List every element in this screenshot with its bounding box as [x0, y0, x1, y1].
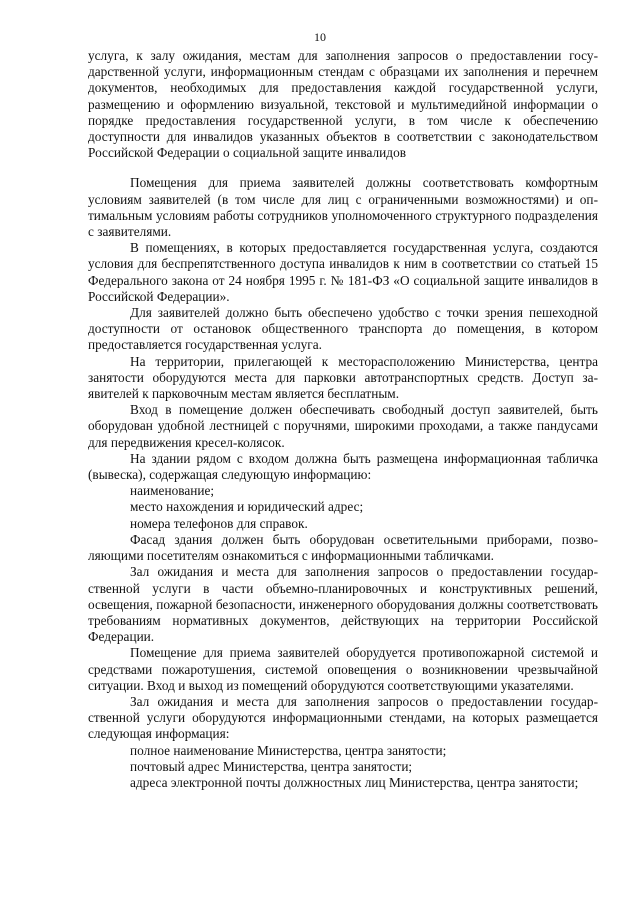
- paragraph-parking: На территории, прилегающей к месторасположению Министерства, центра занятости оборудуются места для парковки автотранспортных средств. Доступ заявителей к парковочным местам является бесплатным.: [88, 353, 598, 402]
- list-item-name: наименование;: [130, 483, 215, 499]
- paragraph-waiting-hall-requirements: Зал ожидания и места для заполнения запросов о предоставлении государственной услуги в части объемно-планировочных и конструктивных решений, освещения, пожарной безопасности, инженерного оборудования должны соответствовать требованиям нормативных документов, действующих на территории Российской Федерации.: [88, 564, 598, 645]
- list-item-email-addresses: адреса электронной почты должностных лиц Министерства, центра занятости;: [130, 774, 579, 790]
- paragraph-disabled-access: В помещениях, в которых предоставляется государственная услуга, создаются условия для беспрепятственного доступа инвалидов к ним в соответствии со статьей 15 Федерального закона от 24 ноября 1995 г. № 181-ФЗ «О социальной защите инвалидов в Российской Федерации».: [88, 240, 598, 304]
- list-item-phones: номера телефонов для справок.: [130, 515, 308, 531]
- page-number: 10: [314, 30, 326, 44]
- document-body: [88, 48, 598, 791]
- paragraph-fire-safety: Помещение для приема заявителей оборудуется противопожарной системой и средствами пожаротушения, системой оповещения о возникновении чрезвычайной ситуации. Вход и выход из помещений оборудуются соответствующими указателями.: [88, 645, 598, 693]
- paragraph-pedestrian-access: Для заявителей должно быть обеспечено удобство с точки зрения пешеходной доступности от остановок общественного транспорта до помещения, в котором предоставляется государственная услуга.: [88, 305, 598, 353]
- list-item-postal-address: почтовый адрес Министерства, центра занятости;: [130, 758, 413, 774]
- paragraph-entrance: Вход в помещение должен обеспечивать свободный доступ заявителей, быть оборудован удобной лестницей с поручнями, широкими проходами, а также пандусами для передвижения кресел-колясок.: [88, 402, 598, 450]
- paragraph-info-stands: Зал ожидания и места для заполнения запросов о предоставлении государственной услуги оборудуются информационными стендами, на которых размещается следующая информация:: [88, 693, 598, 742]
- paragraph-info-sign: На здании рядом с входом должна быть размещена информационная табличка (вывеска), содержащая следующую информацию:: [88, 450, 598, 483]
- paragraph-premises-requirements: Помещения для приема заявителей должны соответствовать комфортным условиям заявителей (в том числе для лиц с ограниченными возможностями) и оптимальным условиям работы сотрудников уполномоченного структурного подразделения с заявителями.: [88, 175, 598, 240]
- paragraph-facade-lighting: Фасад здания должен быть оборудован осветительными приборами, позволяющими посетителям ознакомиться с информационными табличками.: [88, 531, 598, 564]
- list-item-address: место нахождения и юридический адрес;: [130, 499, 364, 515]
- paragraph-continuation: услуга, к залу ожидания, местам для заполнения запросов о предоставлении государственной услуги, информационным стендам с образцами их заполнения и перечнем документов, необходимых для предоставления каждой государственной услуги, размещению и оформлению визуальной, текстовой и мультимедийной информации о порядке предоставления государственной услуги, в том числе к обеспечению доступности для инвалидов указанных объектов в соответствии с законодательством Российской Федерации о социальной защите инвалидов: [88, 48, 598, 161]
- list-item-full-name: полное наименование Министерства, центра занятости;: [130, 742, 447, 758]
